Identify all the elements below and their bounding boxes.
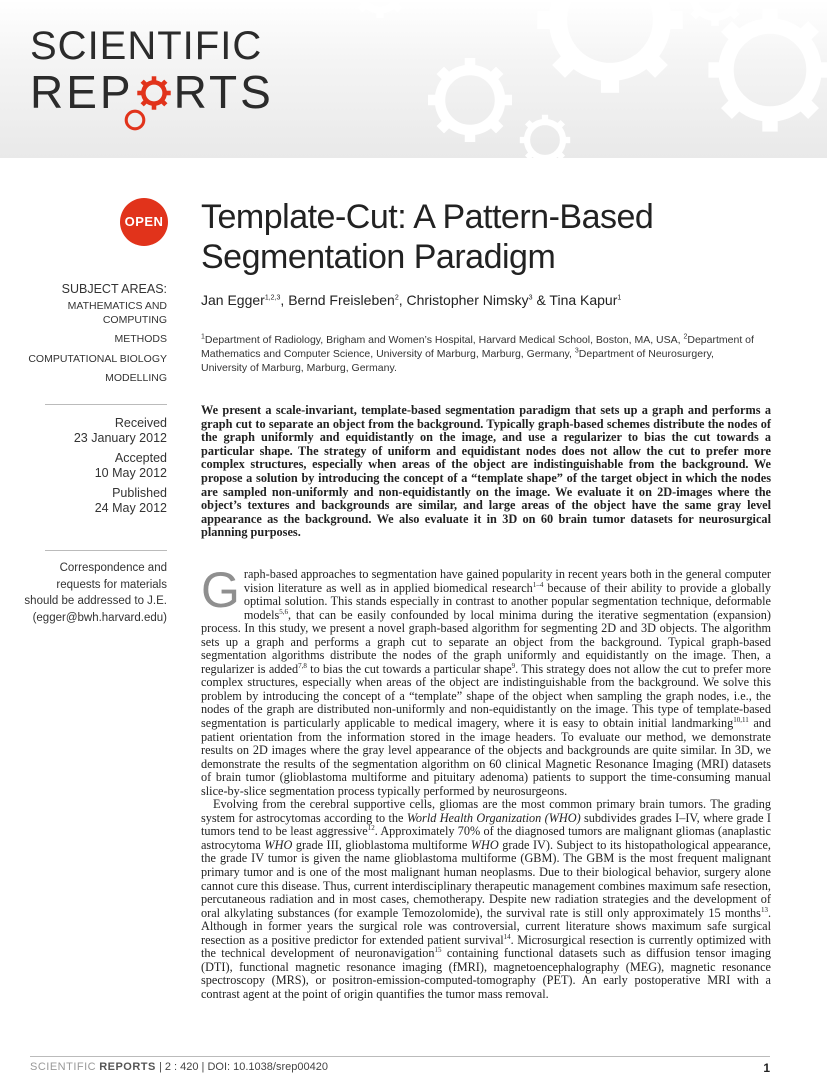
abstract: We present a scale-invariant, template-based segmentation paradigm that sets up a graph and performs a graph cut to separate an object from the background. Typically graph-based schemes distribute the nodes of the graph uniformly and equidistantly on the image, and use a regularizer to bias the cut towards a particular shape. The strategy of uniform and equidistant nodes does not allow the cut to prefer more complex structures, especially when areas of the object are indistinguishable from the background. We propose a solution by introducing the concept of a “template shape” of the target object in which the nodes are sampled non-uniformly and non-equidistantly on the image. We evaluate it on 2D-images where the object’s textures and backgrounds are similar, and large areas of the object have the same gray level appearance as the background. We also evaluate it in 3D on 60 brain tumor datasets for neurosurgical planning purposes. [201,403,771,540]
drop-cap: G [201,562,240,618]
gear-icon [684,0,746,26]
published-label: Published [112,486,167,500]
footer-journal-name: SCIENTIFIC [30,1061,97,1073]
open-access-badge: OPEN [120,198,168,246]
footer-journal-name-bold: REPORTS [99,1061,156,1073]
gear-icon [708,8,827,131]
affiliations: $^1$Department of Radiology, Brigham and Women’s Hospital, Harvard Medical School, Boston, MA, USA, $^2$Department of Mathematics and Computer Science, University of Marburg, Marburg, Germany, $^3$Department of Neurosurgery, University of Marburg, Marburg, Germany. [201,333,754,374]
sidebar-divider [45,550,167,551]
footer-citation: | 2 : 420 | DOI: 10.1038/srep00420 [158,1061,328,1073]
page-footer [30,1056,770,1073]
article-title: Template-Cut: A Pattern-Based Segmentation Paradigm [201,198,654,276]
sidebar-divider [45,404,167,405]
subject-area-link[interactable]: MATHEMATICS AND COMPUTING [67,300,167,326]
gear-icon [520,115,570,158]
body-paragraph: Graph-based approaches to segmentation have gained popularity in recent years both in the general computer vision literature as well as in applied biomedical research$^{1-4}$ because of their ability to provide a globally optimal solution. This stands especially in contrast to another popular segmentation technique, deformable models$^{5,6}$, that can be easily confounded by local minima during the iterative segmentation (expansion) process. In this study, we present a novel graph-based algorithm for segmenting 2D and 3D objects. The algorithm sets up a graph and performs a graph cut to separate an object from the background. Typical graph-based segmentation algorithms distribute the nodes of the graph uniformly and equidistantly on the image. Then, a regularizer is added$^{7,8}$ to bias the cut towards a particular shape$^9$. This strategy does not allow the cut to prefer more complex structures, especially when areas of the object are indistinguishable from the background. We solve this problem by introducing the concept of a “template” shape of the object when sampling the graph nodes, i.e., the nodes of the graph are distributed non-uniformly and non-equidistantly on the image. This type of template-based segmentation is particularly applicable to medical imagery, where it is easy to obtain initial landmarking$^{10,11}$ and patient orientation from the information stored in the image headers. To evaluate our method, we demonstrate results on 2D images where the gray level appearance of the objects and backgrounds are quite similar. In 3D, we demonstrate the results of the segmentation algorithm on 60 clinical Magnetic Resonance Imaging (MRI) datasets of brain tumor (glioblastoma multiforme and pituitary adenoma) patients to support the time-consuming manual slice-by-slice segmentation process typically performed by neurosurgeons. [201,562,772,798]
page-number: 1 [763,1061,770,1075]
subject-area-link[interactable]: METHODS [114,333,167,345]
body-paragraph: Evolving from the cerebral supportive cells, gliomas are the most common primary brain tumors. The grading system for astrocytomas according to the World Health Organization (WHO) subdivides grades I–IV, where grade I tumors tend to be least aggressive$^{12}$. Approximately 70% of the diagnosed tumors are malignant gliomas (anaplastic astrocytoma WHO grade III, glioblastoma multiforme WHO grade IV). Subject to its histopathological appearance, the grade IV tumor is given the name glioblastoma multiforme (GBM). The GBM is the most frequent malignant primary tumor and is one of the most malignant human neoplasms. Due to their biological behavior, surgery alone cannot cure this disease. Thus, current interdisciplinary therapeutic management combines maximum safe resection, percutaneous radiation and in most cases, chemotherapy. Despite new radiation strategies and the development of oral alkylating substances (for example Temozolomide), the survival rate is still only approximately 15 months$^{13}$. Although in former years the surgical role was controversial, current literature shows maximum safe surgical resection as a positive predictor for extended patient survival$^{14}$. Microsurgical resection is currently optimized with the technical development of neuronavigation$^{15}$ containing functional datasets such as diffusion tensor imaging (DTI), functional magnetic resonance imaging (fMRI), magnetoencephalography (MEG), magnetic resonance spectroscopy (MRS), or positron-emission-computed-tomography (PET). An early postoperative MRI with a contrast agent at the point of origin quantifies the tumor mass removal. [201,797,771,1001]
received-date: 23 January 2012 [73,431,167,445]
logo-gear-icon [135,74,173,112]
author-list: Jan Egger$^{1,2,3}$, Bernd Freisleben$^2$, Christopher Nimsky$^3$ & Tina Kapur$^1$ [201,292,622,308]
gear-icon [537,0,683,93]
article-body [201,562,772,1002]
publication-dates [20,416,167,516]
correspondence-note: Correspondence and requests for materials should be addressed to J.E. (egger@bwh.harvard.edu) [24,562,167,624]
subject-area-link[interactable]: MODELLING [105,372,167,384]
gear-icon [352,0,408,18]
subject-areas-list [10,300,167,392]
published-date: 24 May 2012 [94,501,167,515]
subject-area-link[interactable]: COMPUTATIONAL BIOLOGY [28,352,167,365]
subject-areas-heading: SUBJECT AREAS: [61,282,167,296]
journal-logo-line2: REP RTS [30,66,274,118]
accepted-label: Accepted [114,451,167,465]
gear-icon [428,58,512,142]
journal-header-band [0,0,827,158]
received-label: Received [114,416,167,430]
accepted-date: 10 May 2012 [94,466,167,480]
journal-logo-line1: SCIENTIFIC [30,24,263,68]
